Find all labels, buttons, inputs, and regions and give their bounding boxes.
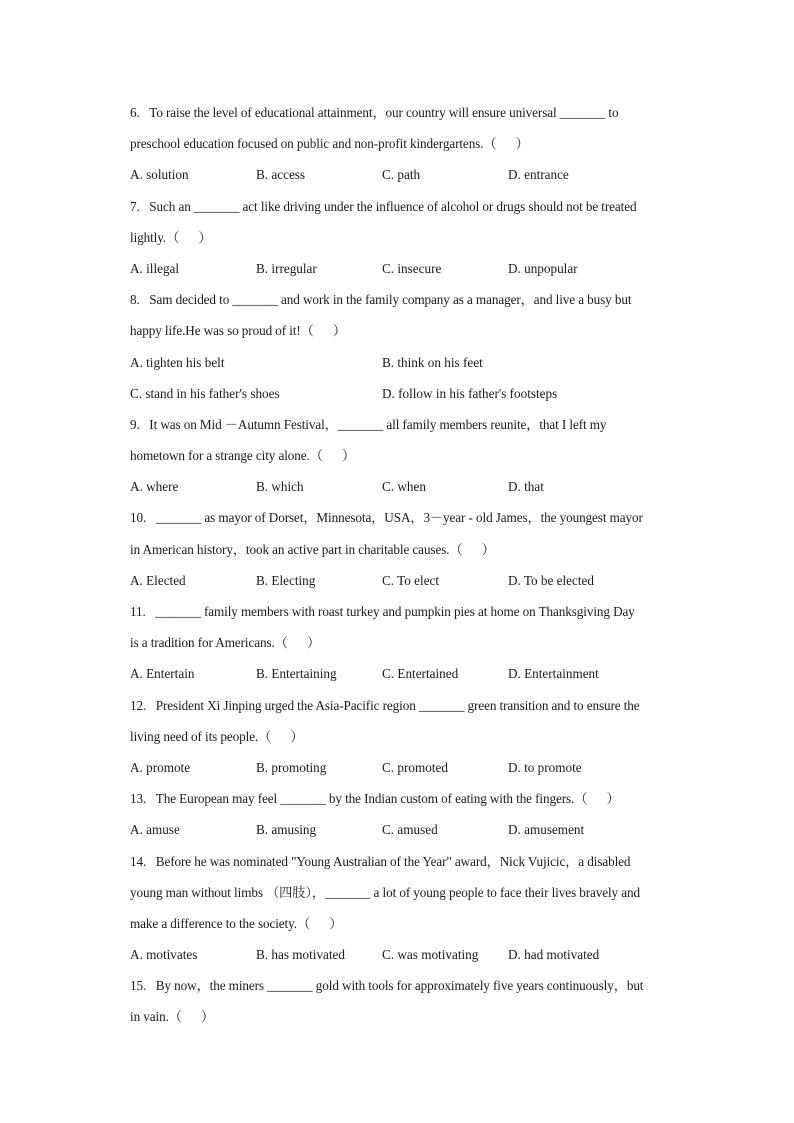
- options-row: [130, 253, 695, 284]
- question-block: [130, 970, 695, 1032]
- question-block: [130, 502, 695, 596]
- option-d: D. amusement: [508, 822, 585, 838]
- question-stem-continued: young man without limbs （四肢），_______ a lot of young people to face their lives bravely and: [130, 884, 640, 900]
- question-stem-continued: preschool education focused on public and non-profit kindergartens.（ ）: [130, 136, 529, 152]
- option-a: A. where: [130, 479, 179, 495]
- question-stem-continued: hometown for a strange city alone.（ ）: [130, 448, 356, 464]
- options-row: [130, 159, 695, 190]
- question-stem-continued: happy life.He was so proud of it!（ ）: [130, 323, 347, 339]
- question-stem: 15. By now，the miners _______ gold with tools for approximately five years continuously，but: [130, 978, 644, 994]
- question-stem-continued: lightly.（ ）: [130, 229, 212, 245]
- option-c: C. Entertained: [382, 666, 459, 682]
- option-d: D. that: [508, 479, 544, 495]
- option-b: B. which: [256, 479, 304, 495]
- question-block: [130, 596, 695, 690]
- question-block: [130, 409, 695, 503]
- question-block: [130, 284, 695, 409]
- option-a: A. motivates: [130, 947, 198, 963]
- question-block: [130, 191, 695, 285]
- option-c: C. was motivating: [382, 947, 479, 963]
- question-stem: 12. President Xi Jinping urged the Asia-Pacific region _______ green transition and to ensure the: [130, 697, 640, 713]
- options-row: [130, 347, 695, 378]
- option-b: B. access: [256, 167, 306, 183]
- option-d: D. To be elected: [508, 572, 594, 588]
- option-b: B. think on his feet: [382, 354, 483, 370]
- option-c: C. insecure: [382, 260, 442, 276]
- question-stem-continued: living need of its people.（ ）: [130, 728, 304, 744]
- option-c: C. promoted: [382, 759, 448, 775]
- option-b: B. Entertaining: [256, 666, 337, 682]
- question-stem: 14. Before he was nominated "Young Australian of the Year" award，Nick Vujicic，a disabled: [130, 853, 631, 869]
- options-row: [130, 471, 695, 502]
- option-a: A. amuse: [130, 822, 180, 838]
- exam-page: [130, 97, 695, 1033]
- option-a: A. solution: [130, 167, 189, 183]
- option-b: B. promoting: [256, 759, 327, 775]
- question-stem: 9. It was on Mid －Autumn Festival，_______ all family members reunite，that I left my: [130, 416, 607, 432]
- question-stem: 13. The European may feel _______ by the Indian custom of eating with the fingers.（ ）: [130, 791, 620, 807]
- question-stem: 11. _______ family members with roast turkey and pumpkin pies at home on Thanksgiving Day: [130, 604, 635, 619]
- question-stem-continued: is a tradition for Americans.（ ）: [130, 635, 321, 651]
- option-a: A. tighten his belt: [130, 354, 225, 370]
- options-row: [130, 814, 695, 845]
- question-stem-continued: make a difference to the society.（ ）: [130, 915, 343, 931]
- option-a: A. Entertain: [130, 666, 195, 682]
- option-d: D. Entertainment: [508, 666, 599, 682]
- options-row: [130, 658, 695, 689]
- option-d: D. had motivated: [508, 947, 600, 963]
- question-block: [130, 97, 695, 191]
- options-row: [130, 752, 695, 783]
- option-d: D. follow in his father's footsteps: [382, 385, 558, 401]
- option-c: C. To elect: [382, 572, 440, 588]
- question-stem: 10. _______ as mayor of Dorset，Minnesota，USA，3－year - old James，the youngest mayor: [130, 510, 643, 526]
- option-c: C. stand in his father's shoes: [130, 385, 280, 401]
- question-stem: 7. Such an _______ act like driving under the influence of alcohol or drugs should not be treated: [130, 198, 637, 214]
- option-c: C. amused: [382, 822, 438, 838]
- option-a: A. Elected: [130, 572, 186, 588]
- option-a: A. illegal: [130, 260, 180, 276]
- question-block: [130, 846, 695, 971]
- option-b: B. has motivated: [256, 947, 346, 963]
- question-stem-continued: in vain.（ ）: [130, 1009, 215, 1025]
- options-row: [130, 565, 695, 596]
- question-block: [130, 783, 695, 845]
- question-stem-continued: in American history，took an active part in charitable causes.（ ）: [130, 541, 495, 557]
- option-a: A. promote: [130, 759, 191, 775]
- option-c: C. when: [382, 479, 426, 495]
- option-d: D. entrance: [508, 167, 569, 183]
- option-b: B. Electing: [256, 572, 316, 588]
- question-stem: 6. To raise the level of educational attainment，our country will ensure universal _______ to: [130, 105, 619, 120]
- option-b: B. amusing: [256, 822, 317, 838]
- options-row: [130, 378, 695, 409]
- option-d: D. to promote: [508, 759, 582, 775]
- options-row: [130, 939, 695, 970]
- option-b: B. irregular: [256, 260, 317, 276]
- option-c: C. path: [382, 167, 421, 183]
- option-d: D. unpopular: [508, 260, 578, 276]
- question-stem: 8. Sam decided to _______ and work in the family company as a manager，and live a busy but: [130, 292, 632, 308]
- question-block: [130, 690, 695, 784]
